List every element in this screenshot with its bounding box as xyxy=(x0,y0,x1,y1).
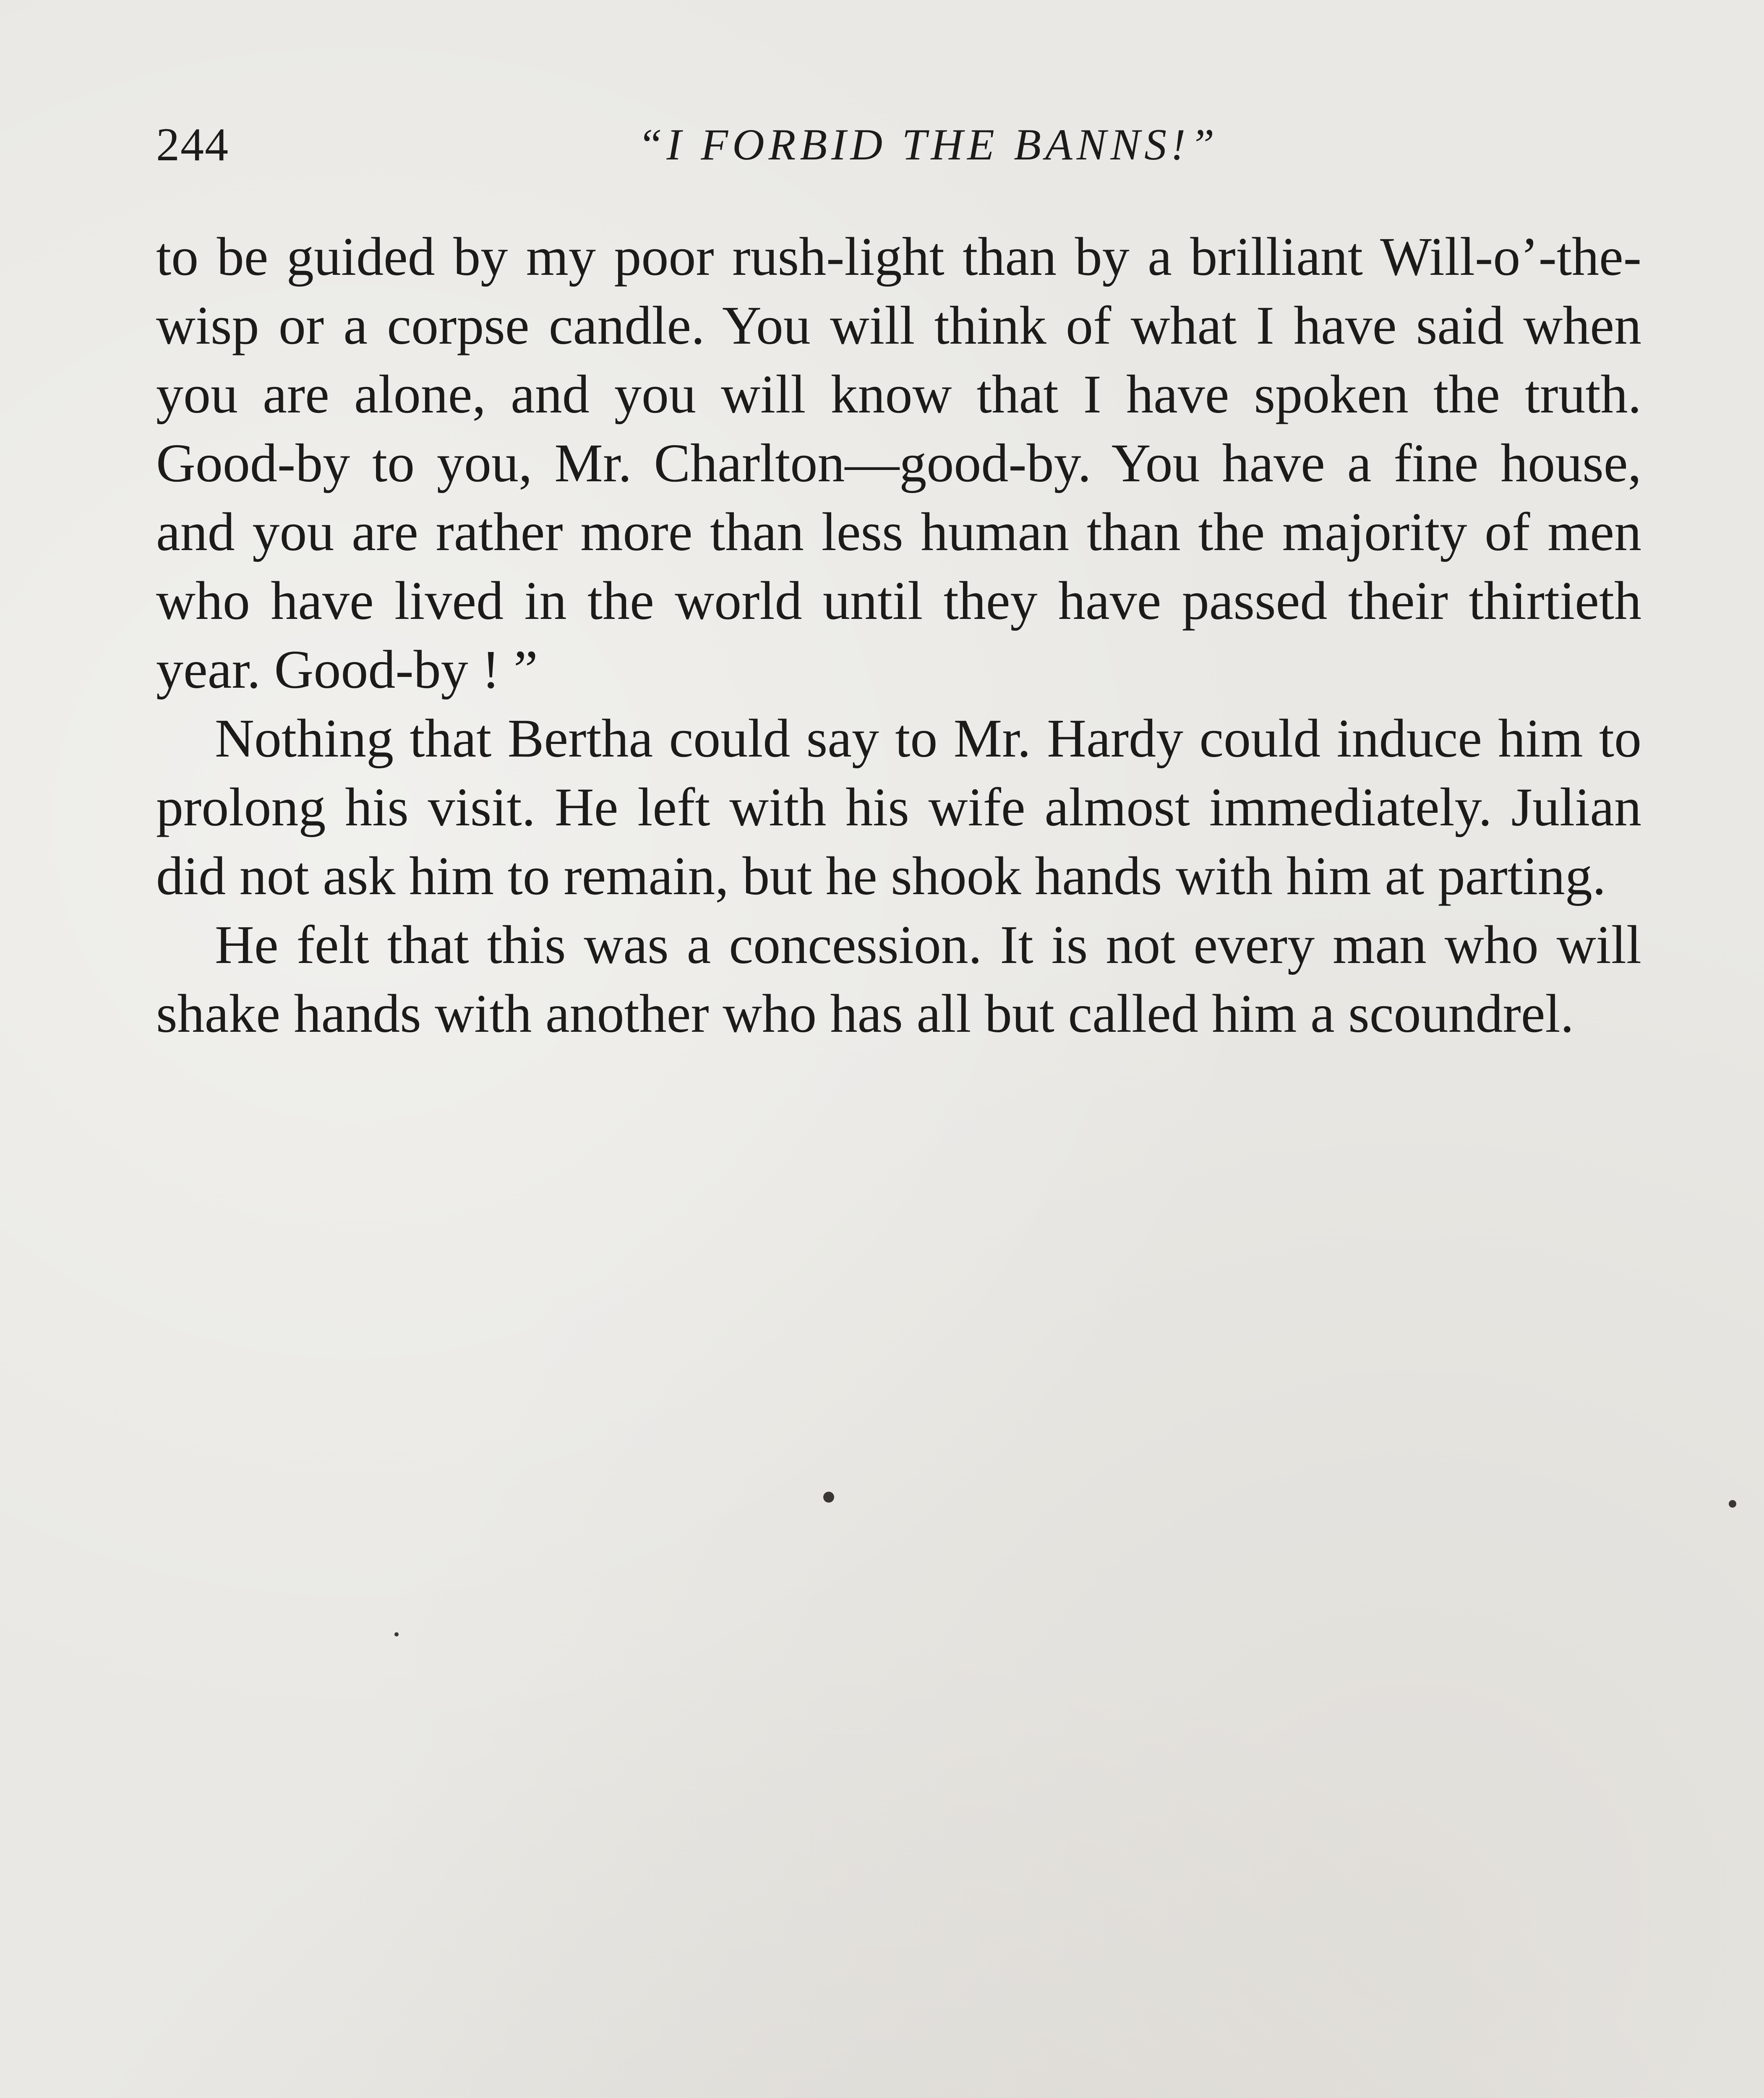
running-title: “I FORBID THE BANNS!” xyxy=(637,120,1219,169)
paragraph-2: Nothing that Bertha could say to Mr. Hardy could induce him to prolong his visit. He left with his wife almost immediately. Julian did not ask him to remain, but he shook hands with him at parting. xyxy=(156,708,1641,906)
page-number: 244 xyxy=(156,119,229,171)
paragraph-1: to be guided by my poor rush-light than by a brilliant Will-o’-the-wisp or a corpse candle. You will think of what I have said when you are alone, and you will know that I have spoken the truth. Good-by to you, Mr. Charlton—good-by. You have a fine house, and you are rather more than less human than the majority of men who have lived in the world until they have passed their thirtieth year. Good-by ! ” xyxy=(156,227,1641,700)
paragraph-3: He felt that this was a concession. It is not every man who will shake hands with another who has all but called him a scoundrel. xyxy=(156,915,1641,1044)
body-text xyxy=(156,222,1641,1048)
paper-speck xyxy=(823,1492,834,1503)
paper-speck xyxy=(394,1632,399,1636)
paper-speck xyxy=(1729,1500,1736,1508)
running-head xyxy=(156,113,1641,176)
